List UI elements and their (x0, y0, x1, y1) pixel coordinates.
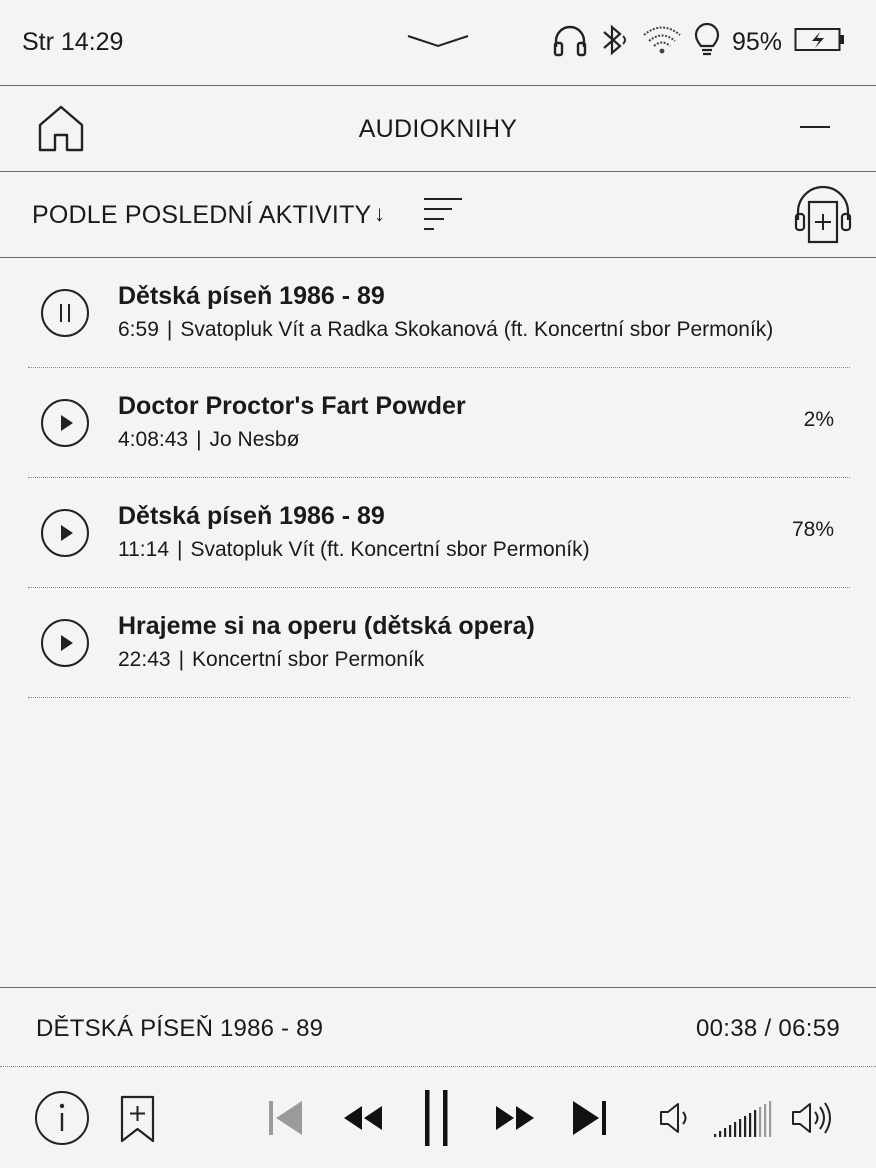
item-progress: 78% (791, 518, 834, 541)
previous-track-icon[interactable] (266, 1098, 306, 1143)
volume-bar[interactable] (729, 1125, 731, 1137)
item-subtitle (118, 428, 299, 452)
wifi-icon (642, 24, 682, 61)
play-circle-icon[interactable] (40, 618, 90, 668)
item-author: Svatopluk Vít a Radka Skokanová (ft. Koncertní sbor Permoník) (180, 318, 774, 341)
volume-bar[interactable] (739, 1119, 741, 1137)
volume-bar[interactable] (764, 1104, 766, 1137)
chevron-down-icon[interactable] (406, 30, 470, 55)
battery-charging-icon (794, 27, 846, 58)
volume-bar[interactable] (759, 1107, 761, 1137)
pause-icon[interactable] (422, 1088, 452, 1153)
fast-forward-icon[interactable] (494, 1102, 536, 1139)
pause-circle-icon[interactable] (40, 288, 90, 338)
lightbulb-icon (694, 22, 720, 63)
rewind-icon[interactable] (342, 1102, 384, 1139)
status-time: Str 14:29 (22, 28, 124, 56)
item-duration: 6:59 (118, 318, 159, 341)
volume-bar[interactable] (719, 1131, 721, 1137)
sort-lines-icon[interactable] (422, 196, 464, 237)
sort-arrow[interactable]: ↓ (374, 201, 385, 226)
volume-bar[interactable] (724, 1128, 726, 1137)
status-bar (0, 0, 876, 86)
volume-level-icon[interactable] (712, 1100, 776, 1143)
item-title: Dětská píseň 1986 - 89 (118, 282, 385, 310)
play-circle-icon[interactable] (40, 508, 90, 558)
headphones-icon (552, 23, 588, 62)
bluetooth-icon (600, 22, 630, 63)
list-item[interactable] (28, 258, 850, 368)
volume-low-icon[interactable] (658, 1100, 692, 1141)
sort-dropdown[interactable]: PODLE POSLEDNÍ AKTIVITY (32, 201, 372, 229)
audiobook-list (0, 258, 876, 698)
item-author: Svatopluk Vít (ft. Koncertní sbor Permoník) (190, 538, 590, 561)
sort-bar (0, 172, 876, 258)
item-duration: 11:14 (118, 538, 169, 561)
item-separator: | (177, 538, 183, 561)
item-title: Doctor Proctor's Fart Powder (118, 392, 466, 420)
item-author: Jo Nesbø (209, 428, 300, 451)
item-duration: 22:43 (118, 648, 171, 671)
item-subtitle (118, 318, 773, 342)
item-duration: 4:08:43 (118, 428, 189, 451)
list-item[interactable] (28, 588, 850, 698)
list-item[interactable] (28, 478, 850, 588)
info-icon[interactable] (34, 1090, 90, 1151)
volume-high-icon[interactable] (790, 1100, 834, 1141)
volume-bar[interactable] (734, 1122, 736, 1137)
item-separator: | (178, 648, 185, 671)
now-playing-title: DĚTSKÁ PÍSEŇ 1986 - 89 (36, 1015, 324, 1042)
battery-percent: 95% (731, 27, 782, 56)
item-author: Koncertní sbor Permoník (192, 648, 425, 671)
item-separator: | (196, 428, 202, 451)
list-item[interactable] (28, 368, 850, 478)
play-circle-icon[interactable] (40, 398, 90, 448)
item-progress: 2% (803, 408, 834, 431)
now-playing-bar[interactable] (0, 987, 876, 1067)
volume-bar[interactable] (714, 1134, 716, 1137)
item-title: Hrajeme si na operu (dětská opera) (118, 612, 535, 640)
app-header (0, 86, 876, 172)
item-subtitle (118, 538, 590, 562)
add-audiobook-icon[interactable] (792, 184, 854, 251)
player-controls (0, 1068, 876, 1168)
bookmark-add-icon[interactable] (118, 1094, 158, 1149)
volume-bar[interactable] (754, 1110, 756, 1137)
item-separator: | (166, 318, 173, 341)
next-track-icon[interactable] (570, 1098, 610, 1143)
volume-bar[interactable] (744, 1116, 746, 1137)
item-subtitle (118, 648, 424, 672)
menu-icon[interactable] (800, 126, 830, 128)
status-icons (552, 22, 846, 62)
item-title: Dětská píseň 1986 - 89 (118, 502, 385, 530)
now-playing-time: 00:38 / 06:59 (695, 1015, 840, 1042)
volume-bar[interactable] (769, 1101, 771, 1137)
volume-bar[interactable] (749, 1113, 751, 1137)
page-title: AUDIOKNIHY (358, 115, 518, 143)
